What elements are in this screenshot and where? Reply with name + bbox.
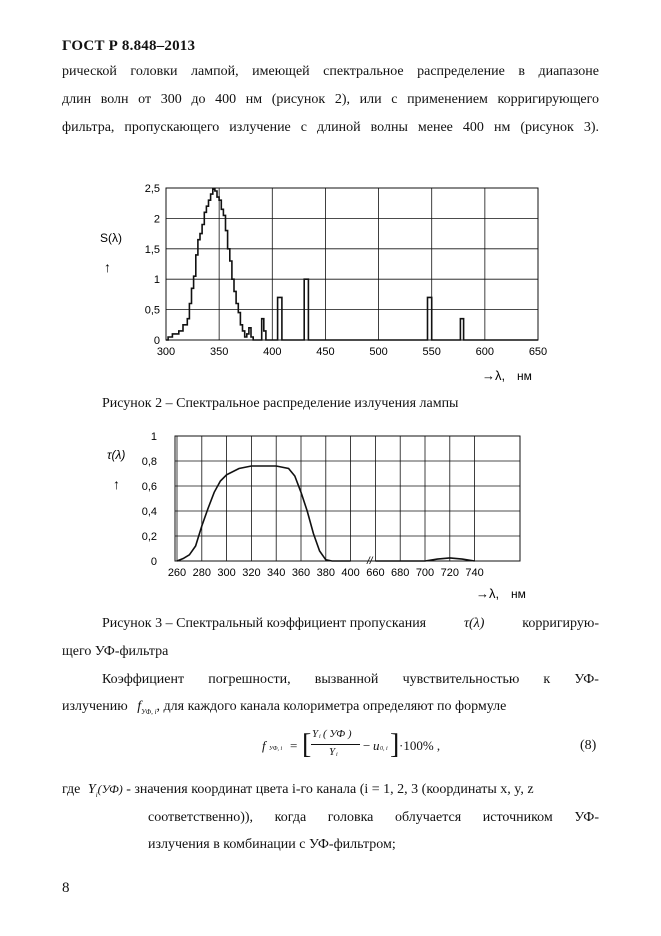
x-tick-label: 300	[156, 346, 176, 358]
x-tick-label: 300	[217, 567, 236, 579]
x-tick-label: 320	[242, 567, 261, 579]
figure-2-up-arrow: ↑	[104, 259, 111, 275]
figure-3-ylabel: τ(λ)	[107, 448, 126, 462]
y-tick-label: 0	[150, 556, 157, 568]
fraction-bar	[311, 744, 360, 745]
figure-2-ylabel: S(λ)	[100, 231, 122, 245]
formula-eq: =	[290, 738, 298, 753]
formula-den: Y	[329, 746, 336, 758]
x-tick-label: 400	[263, 346, 282, 358]
figure-3-up-arrow: ↑	[113, 476, 120, 492]
word: к	[543, 672, 551, 687]
x-tick-label: 680	[391, 567, 410, 579]
y-tick-label: 2	[153, 213, 160, 226]
x-tick-label: 360	[291, 567, 311, 579]
figure-2-xunit-arrow: →λ,	[482, 368, 506, 383]
where-rest: - значения координат цвета i-го канала (i = 1, 2, 3 (координаты x, y, z	[126, 782, 534, 797]
x-tick-label: 340	[267, 567, 286, 579]
page-number: 8	[62, 880, 70, 896]
formula-num-arg: ( УФ )	[323, 728, 352, 740]
where-line-3: излучения в комбинации с УФ-фильтром;	[148, 837, 396, 852]
x-tick-label: 650	[528, 346, 548, 358]
x-tick-label: 260	[167, 567, 187, 579]
axis-break-mark: //	[367, 556, 373, 567]
figure-3	[95, 425, 555, 605]
where-line-2: соответственно)), когда головка облучается источником УФ-	[148, 810, 599, 825]
formula-den-sub: i	[336, 752, 338, 758]
y-tick-label: 2,5	[144, 183, 160, 195]
figure-3-caption-end: корригирую-	[522, 616, 599, 631]
x-tick-label: 720	[440, 567, 459, 579]
y-tick-label: 0,8	[141, 456, 157, 468]
word: УФ-	[574, 672, 599, 687]
x-tick-label: 280	[192, 567, 211, 579]
figure-3-caption-line-1	[102, 616, 599, 632]
coefficient-line-1	[102, 672, 599, 688]
figure-3-caption-main: Рисунок 3 – Спектральный коэффициент пропускания	[102, 616, 427, 631]
x-tick-label: 400	[341, 567, 360, 579]
symbol-f: f	[137, 699, 142, 714]
word: Коэффициент	[102, 672, 185, 687]
x-tick-label: 550	[422, 346, 441, 358]
text: , для каждого канала колориметра определяют по формуле	[156, 699, 507, 714]
formula-lhs-sub: УФ, i	[269, 746, 283, 752]
y-tick-label: 1	[150, 431, 157, 443]
intro-line-3: фильтра, пропускающего излучение с длиной волны менее 400 нм (рисунок 3).	[62, 120, 599, 135]
formula-u-sub: 0, i	[380, 746, 388, 752]
where-symbol: Y	[87, 782, 96, 797]
where-line-1	[62, 782, 599, 799]
figure-3-chart	[95, 425, 555, 605]
word: чувствительностью	[402, 672, 520, 687]
spectrum-series	[166, 189, 538, 340]
figure-2	[90, 180, 570, 390]
x-tick-label: 700	[415, 567, 435, 579]
figure-2-xunit: нм	[517, 369, 532, 383]
formula-8	[262, 728, 602, 768]
y-tick-label: 0,5	[144, 304, 160, 317]
x-tick-label: 450	[316, 346, 335, 358]
formula-lhs: f	[262, 738, 266, 753]
document-header: ГОСТ Р 8.848–2013	[62, 38, 196, 54]
x-tick-label: 380	[316, 567, 335, 579]
formula-num: Y	[312, 728, 319, 740]
y-tick-label: 1,5	[144, 243, 160, 256]
formula-times: ·100% ,	[399, 738, 441, 753]
where-symbol-arg: (УФ)	[97, 782, 123, 796]
text: излучению	[62, 699, 128, 714]
figure-3-xunit: нм	[511, 587, 526, 601]
formula-minus: −	[363, 738, 371, 753]
figure-3-caption-symbol: τ(λ)	[463, 616, 485, 631]
x-tick-label: 600	[475, 346, 495, 358]
y-tick-label: 0	[153, 335, 160, 347]
formula-u: u	[373, 738, 380, 753]
plot-frame	[166, 188, 538, 340]
formula-bracket-right: ]	[390, 729, 400, 760]
x-tick-label: 660	[366, 567, 385, 579]
intro-paragraph	[62, 58, 599, 142]
where-symbol-sub: i	[95, 790, 98, 799]
y-tick-label: 0,6	[141, 481, 157, 493]
y-tick-label: 0,2	[141, 531, 157, 543]
where-prefix: где	[62, 782, 81, 797]
intro-line-1: рической головки лампой, имеющей спектральное распределение в диапазоне	[62, 64, 599, 79]
intro-line-2: длин волн от 300 до 400 нм (рисунок 2), или с применением корригирующего	[62, 92, 599, 107]
formula-num-sub: i	[319, 734, 321, 740]
x-tick-label: 350	[209, 346, 229, 358]
figure-3-caption-line-2: щего УФ-фильтра	[62, 644, 169, 659]
y-tick-label: 0,4	[141, 506, 157, 518]
coefficient-line-2	[62, 699, 506, 716]
word: вызванной	[314, 672, 379, 687]
symbol-sub: УФ, i	[141, 707, 157, 716]
x-tick-label: 500	[369, 346, 388, 358]
figure-3-xunit-arrow: →λ,	[476, 586, 500, 601]
formula-number: (8)	[580, 738, 597, 753]
word: погрешности,	[208, 672, 291, 687]
figure-2-chart	[90, 180, 570, 390]
figure-2-caption: Рисунок 2 – Спектральное распределение излучения лампы	[102, 396, 459, 411]
y-tick-label: 1	[153, 274, 160, 287]
formula-bracket-left: [	[302, 729, 312, 760]
x-tick-label: 740	[465, 567, 484, 579]
